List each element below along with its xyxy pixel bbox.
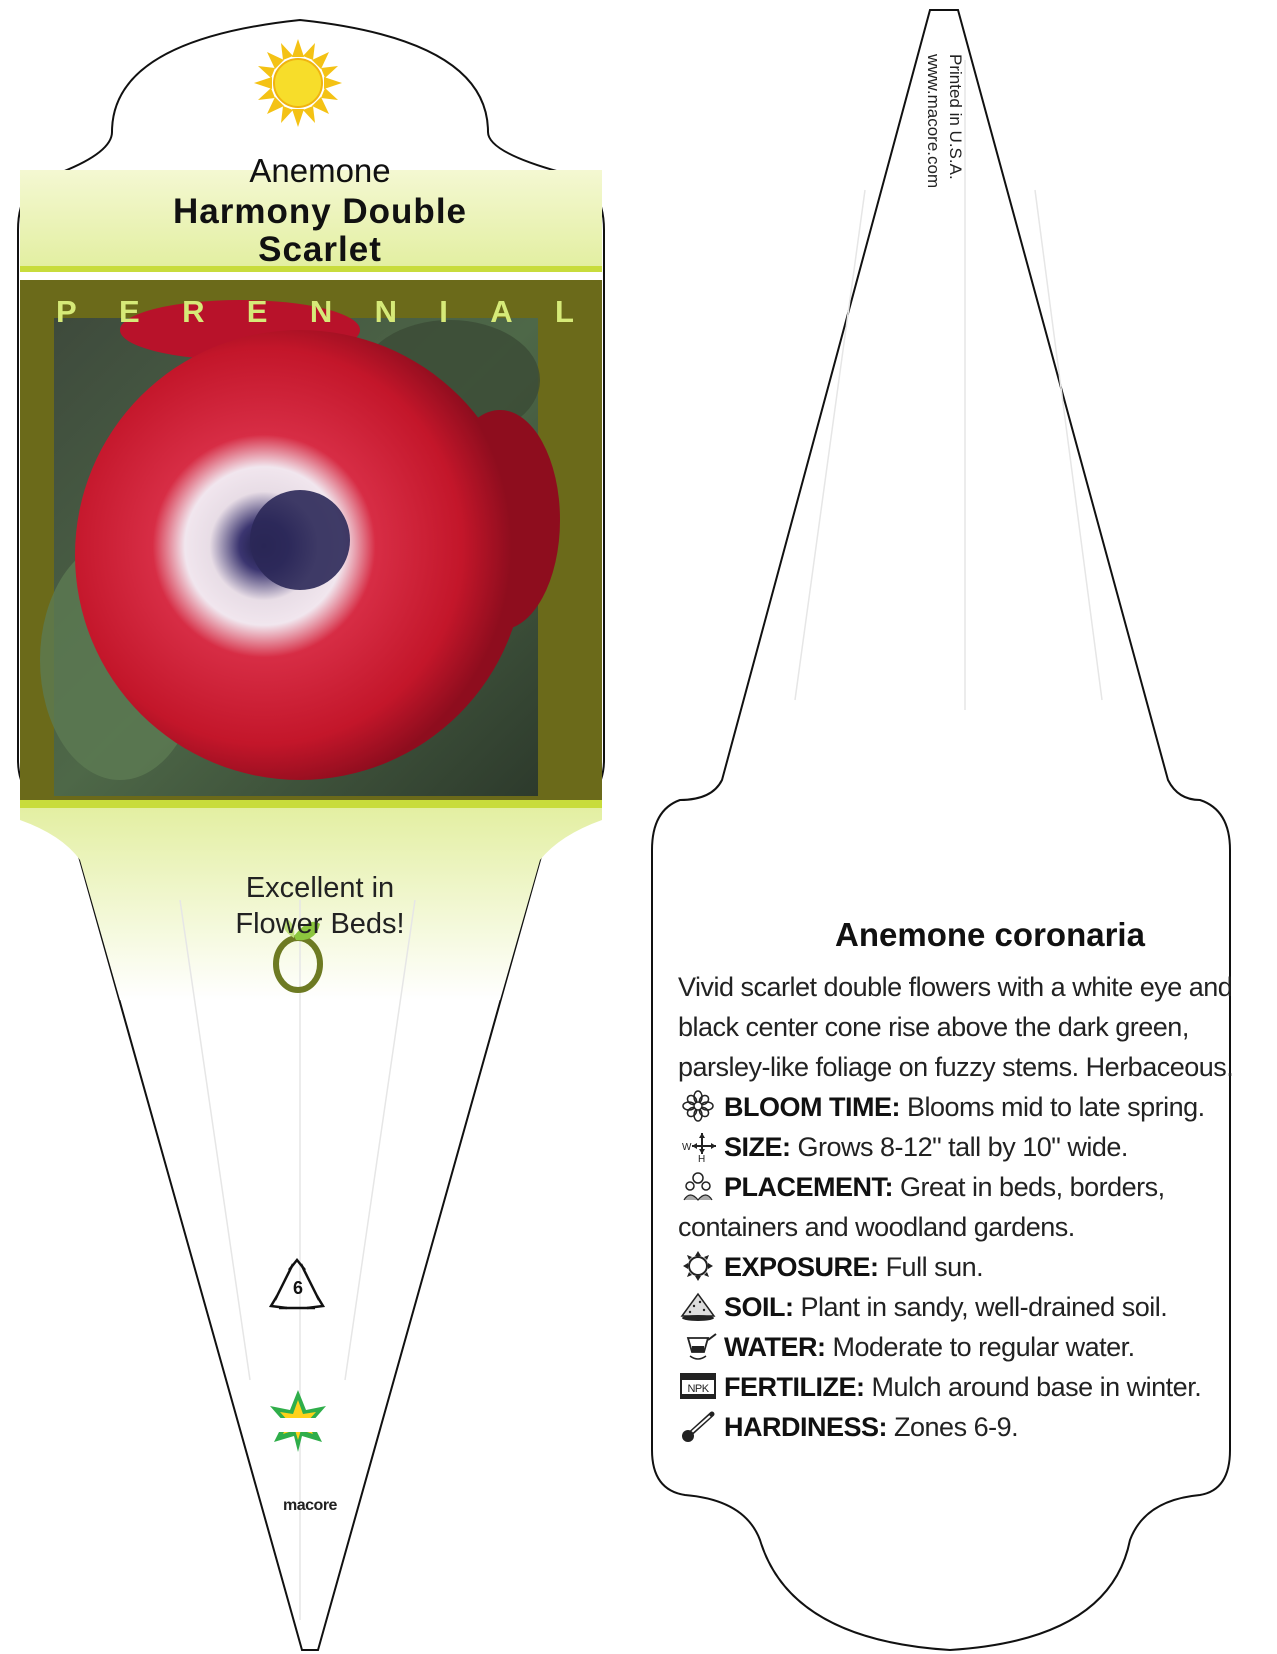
care-size <box>678 1127 1268 1167</box>
placement-icon <box>678 1170 718 1202</box>
care-exposure <box>678 1247 1268 1287</box>
svg-text:H: H <box>698 1154 705 1162</box>
tagline-line1: Excellent in <box>245 872 395 904</box>
npk-icon <box>678 1370 718 1402</box>
care-text: Grows 8-12" tall by 10" wide. <box>797 1132 1128 1162</box>
category-letter: L <box>555 294 574 329</box>
plant-genus: Anemone <box>249 152 391 189</box>
care-label: HARDINESS: <box>724 1412 888 1442</box>
category-label <box>56 294 574 330</box>
care-text: Great in beds, borders, containers and woodland gardens. <box>678 1172 1165 1242</box>
care-water <box>678 1327 1268 1367</box>
category-letter: P <box>56 294 77 329</box>
care-fertilize <box>678 1367 1268 1407</box>
printed-in: Printed in U.S.A. <box>946 54 965 180</box>
sun-icon <box>678 1250 718 1282</box>
category-letter: N <box>374 294 397 329</box>
care-text: Full sun. <box>885 1252 984 1282</box>
plant-name-line2: Scarlet <box>258 230 382 269</box>
website: www.macore.com <box>924 54 943 189</box>
watering-can-icon <box>678 1330 718 1362</box>
category-letter: I <box>439 294 448 329</box>
care-label: WATER: <box>724 1332 826 1362</box>
svg-text:NPK: NPK <box>687 1383 709 1395</box>
thermometer-icon <box>678 1410 718 1442</box>
care-text: Plant in sandy, well-drained soil. <box>800 1292 1168 1322</box>
tagline <box>120 870 520 942</box>
flower-icon <box>678 1090 718 1122</box>
care-hardiness <box>678 1407 1268 1447</box>
category-letter: A <box>490 294 513 329</box>
plant-name-line1: Harmony Double <box>172 192 468 231</box>
description: Vivid scarlet double flowers with a white eye and black center cone rise above the dark green, parsley-like foliage on fuzzy stems. Herbaceous. <box>678 972 1234 1082</box>
printed-info <box>922 54 966 194</box>
care-bloom-time <box>678 1087 1268 1127</box>
svg-text:W: W <box>682 1142 691 1153</box>
soil-icon <box>678 1290 718 1322</box>
species-name: Anemone coronaria <box>835 916 1145 953</box>
care-label: BLOOM TIME: <box>724 1092 900 1122</box>
care-label: SOIL: <box>724 1292 794 1322</box>
tagline-line2: Flower Beds! <box>235 908 405 940</box>
category-letter: N <box>309 294 333 329</box>
care-text: Mulch around base in winter. <box>871 1372 1202 1402</box>
care-label: PLACEMENT: <box>724 1172 893 1202</box>
care-label: FERTILIZE: <box>724 1372 865 1402</box>
brand-name: macore <box>283 1497 337 1514</box>
care-text: Zones 6-9. <box>894 1412 1019 1442</box>
care-soil <box>678 1287 1268 1327</box>
size-icon <box>678 1130 718 1162</box>
category-letter: E <box>119 294 140 329</box>
care-label: EXPOSURE: <box>724 1252 879 1282</box>
category-letter: E <box>246 294 268 329</box>
care-label: SIZE: <box>724 1132 791 1162</box>
care-text: Blooms mid to late spring. <box>907 1092 1205 1122</box>
care-placement <box>678 1167 1268 1247</box>
flower-photo <box>40 300 560 796</box>
sun-logo-icon <box>254 39 342 127</box>
recycle-number: 6 <box>292 1278 303 1298</box>
care-text: Moderate to regular water. <box>832 1332 1135 1362</box>
category-letter: R <box>182 294 205 329</box>
